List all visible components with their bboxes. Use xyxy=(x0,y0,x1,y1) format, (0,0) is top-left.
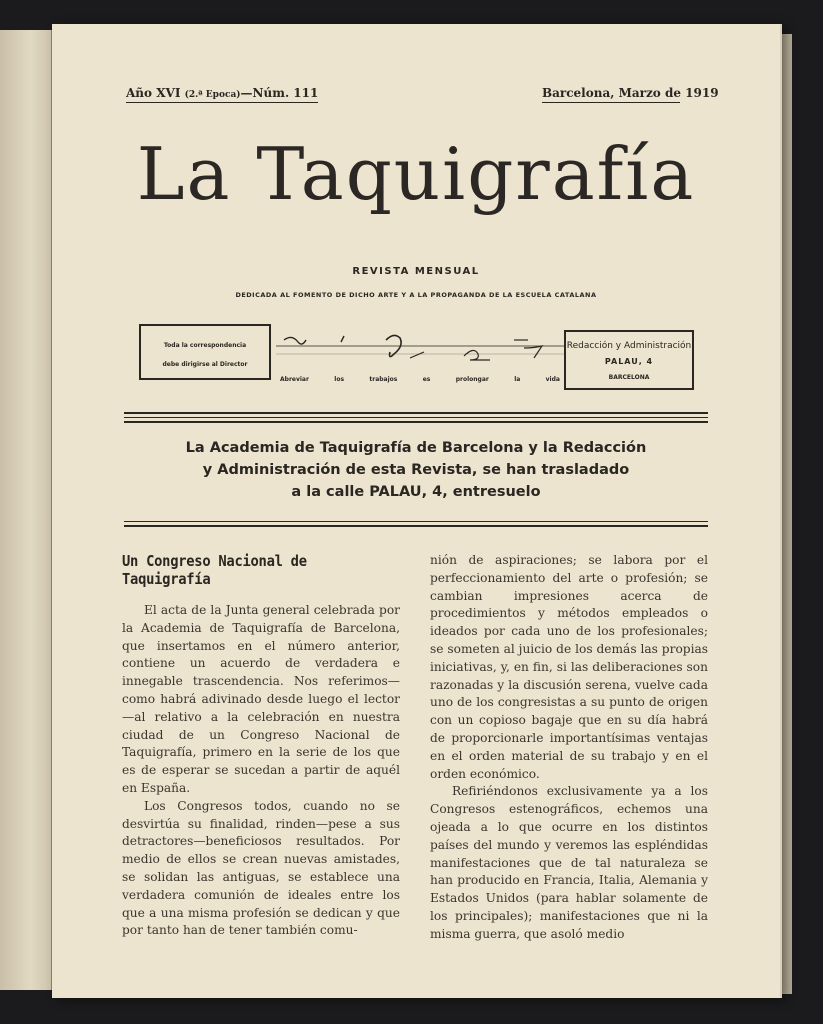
divider-rule xyxy=(124,521,708,522)
notice-line-2: y Administración de esta Revista, se han trasladado xyxy=(202,462,630,478)
article-paragraph: nión de aspiraciones; se labora por el perfeccionamiento del arte o profesión; se cambian impresiones acerca de procedimientos y métodos empleados o ideados por cada uno de los profesionales; se someten al juicio de los demás las propias iniciativas, y, en fin, si las deliberaciones son razonadas y la discusión serena, vuelve cada uno de los congresistas a su punto de origen con un copioso bagaje que en su día habrá de proporcionarle importantísimas ventajas en el orden material de su trabajo y en el orden económico. xyxy=(430,553,708,781)
motto-word: vida xyxy=(545,376,560,383)
issue-info xyxy=(126,86,318,103)
magazine-page xyxy=(52,24,780,998)
masthead-subtitle: REVISTA MENSUAL xyxy=(352,266,480,277)
article-paragraph: Los Congresos todos, cuando no se desvirtúa su finalidad, rinden—pese a sus detractores—beneficiosos resultados. Por medio de ellos se crean nuevas amistades, se solidan las antiguas, se establece una verdadera comunión de ideales entre los que a una misma profesión se dedican y que por tanto han de tener también comu- xyxy=(122,798,400,938)
page-stack-edge xyxy=(780,34,792,994)
motto-word: trabajos xyxy=(369,376,398,383)
article-paragraph: El acta de la Junta general celebrada por la Academia de Taquigrafía de Barcelona, que insertamos en el número anterior, contiene un acuerdo de verdadera e innegable trascendencia. Nos referimos—como habrá adivinado desde luego el lector—al relativo a la celebración en nuestra ciudad de un Congreso Nacional de Taquigrafía, primero en la serie de los que es de esperar se sucedan a partir de aquél en España. xyxy=(122,603,400,795)
administration-line-1: Redacción y Administración xyxy=(566,341,692,351)
administration-city: BARCELONA xyxy=(608,374,650,381)
divider-rule xyxy=(124,525,708,527)
article-paragraph: Refiriéndonos exclusivamente ya a los Congresos estenográficos, echemos una ojeada a lo que ocurre en los distintos países del mundo y veremos las espléndidas manifestaciones que de tal naturaleza se han producido en Francia, Italia, Alemania y Estados Unidos (para hablar solamente de los principales); manifestaciones que ni la misma guerra, que asoló medio xyxy=(430,784,708,941)
article-title: Un Congreso Nacional de Taquigrafía xyxy=(122,552,307,588)
administration-box xyxy=(564,330,694,390)
relocation-notice xyxy=(52,437,780,503)
masthead-title: La Taquigrafía xyxy=(136,132,696,216)
motto-word: es xyxy=(422,376,431,383)
correspondence-line-2: debe dirigirse al Director xyxy=(162,361,248,368)
notice-line-3: a la calle PALAU, 4, entresuelo xyxy=(291,484,541,500)
administration-address: PALAU, 4 xyxy=(604,357,654,366)
motto-word: Abreviar xyxy=(280,376,309,383)
issue-epoca: (2.ª Epoca) xyxy=(184,90,241,100)
motto xyxy=(280,376,560,383)
motto-word: los xyxy=(334,376,345,383)
divider-rule xyxy=(124,421,708,423)
notice-line-1: La Academia de Taquigrafía de Barcelona y la Redacción xyxy=(185,440,647,456)
issue-number: —Núm. 111 xyxy=(240,86,319,100)
correspondence-line-1: Toda la correspondencia xyxy=(163,342,247,349)
article-column-1 xyxy=(122,602,400,940)
motto-word: prolongar xyxy=(455,376,489,383)
facing-page-edge xyxy=(0,30,52,990)
divider-rule xyxy=(124,412,708,414)
place-date: Barcelona, Marzo de 1919 xyxy=(542,86,680,103)
article-column-2 xyxy=(430,552,708,944)
divider-rule xyxy=(124,417,708,418)
motto-word: la xyxy=(514,376,521,383)
masthead-dedication: DEDICADA AL FOMENTO DE DICHO ARTE Y A LA PROPAGANDA DE LA ESCUELA CATALANA xyxy=(235,291,597,299)
correspondence-box xyxy=(139,324,271,380)
issue-year: Año XVI xyxy=(126,86,181,100)
